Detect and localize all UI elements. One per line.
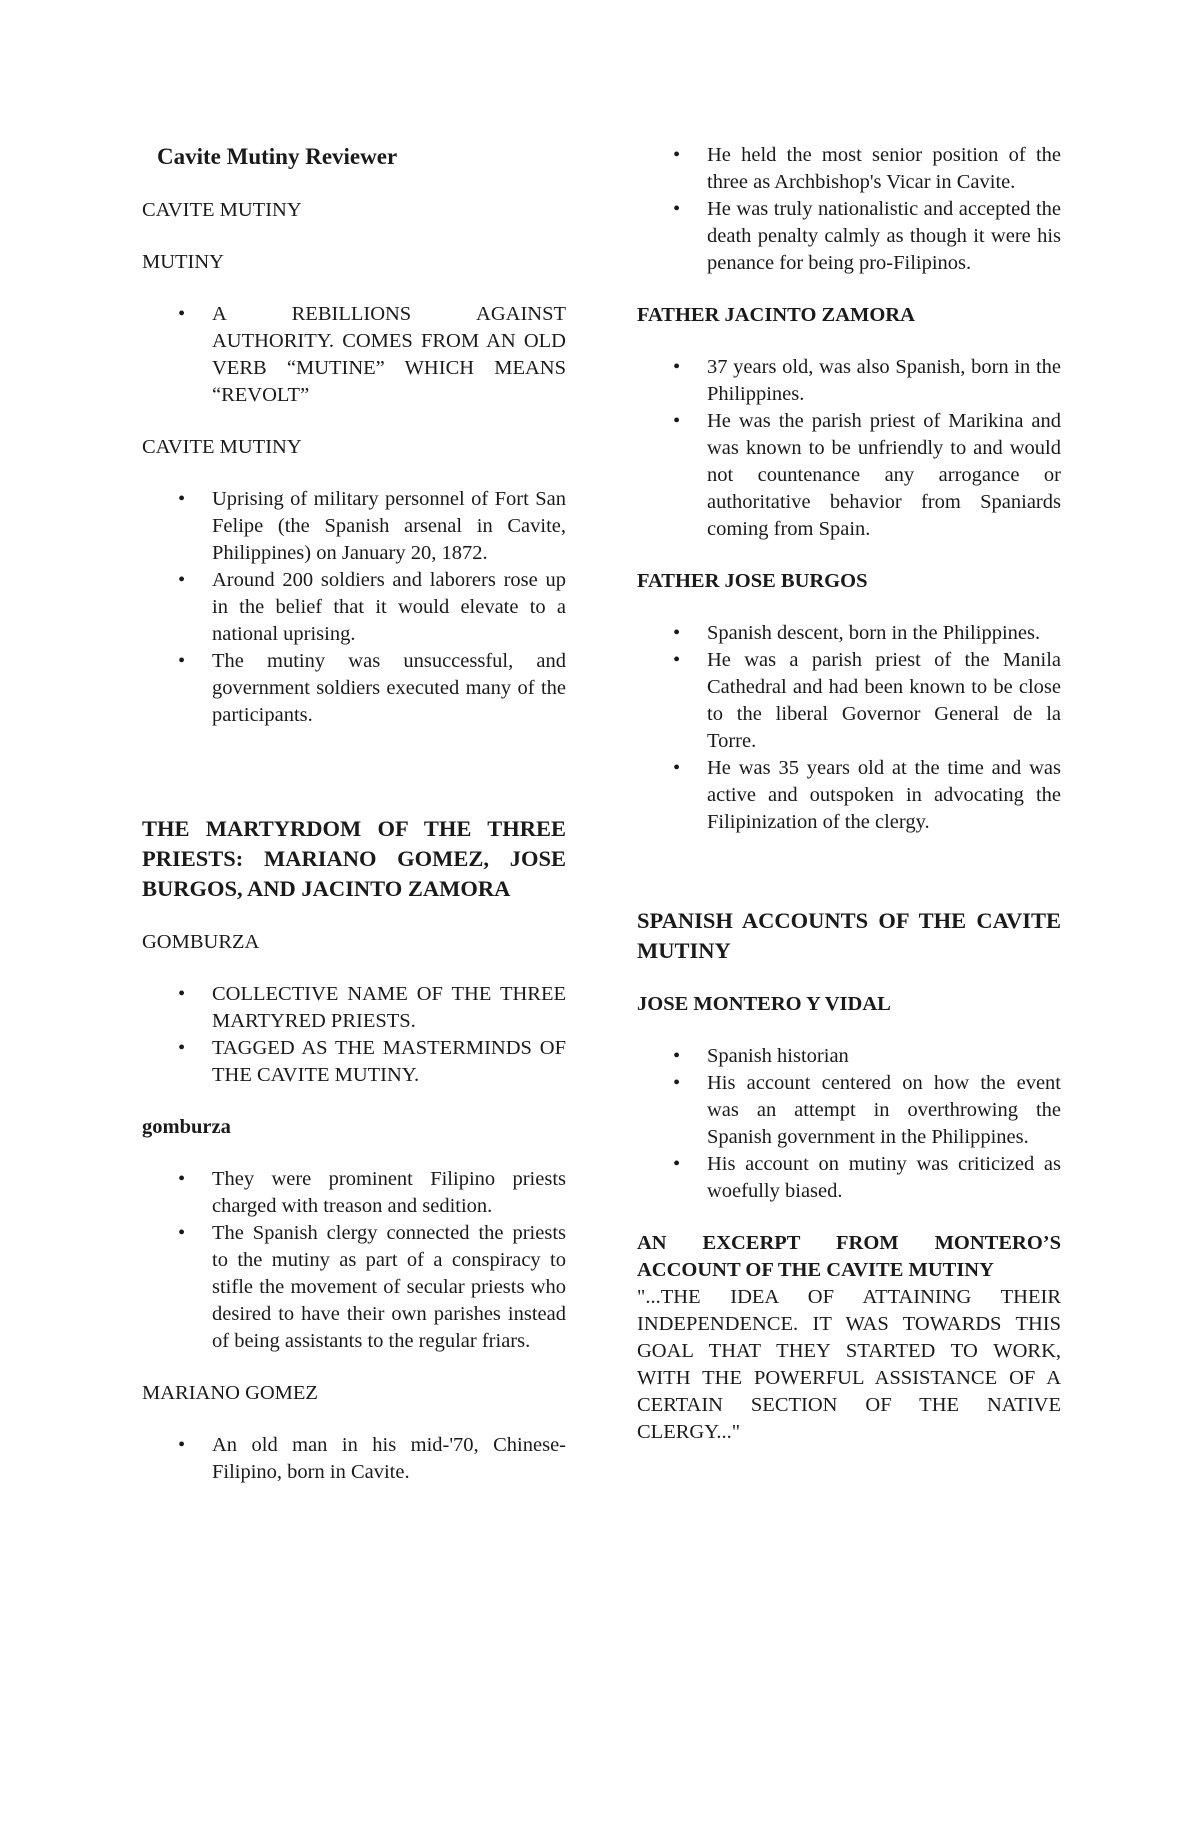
right-column [637,142,1061,1446]
heading-mutiny: MUTINY [142,251,224,273]
burgos-list [637,620,1061,836]
list-item: • He was 35 years old at the time and was active and outspoken in advocating the Filipinization of the clergy. [637,755,1061,836]
heading-spanish-accounts: SPANISH ACCOUNTS OF THE CAVITE MUTINY [637,908,1061,963]
gomburza-list [142,981,566,1089]
heading-cavite-mutiny: CAVITE MUTINY [142,199,302,221]
list-item: • He held the most senior position of the three as Archbishop's Vicar in Cavite. [637,142,1061,196]
list-item: • He was a parish priest of the Manila Cathedral and had been known to be close to the liberal Governor General de la Torre. [637,647,1061,755]
list-item: • A REBILLIONS AGAINST AUTHORITY. COMES FROM AN OLD VERB “MUTINE” WHICH MEANS “REVOLT” [142,301,566,409]
spacer [142,754,566,814]
mariano-list [142,1432,566,1486]
mariano-continued-list [637,142,1061,277]
list-item: • Spanish descent, born in the Philippines. [637,620,1061,647]
heading-jacinto-zamora: FATHER JACINTO ZAMORA [637,304,915,326]
list-item: • They were prominent Filipino priests charged with treason and sedition. [142,1166,566,1220]
zamora-list [637,354,1061,543]
list-item: • Uprising of military personnel of Fort San Felipe (the Spanish arsenal in Cavite, Philippines) on January 20, 1872. [142,486,566,567]
list-item: • He was truly nationalistic and accepted the death penalty calmly as though it were his penance for being pro-Filipinos. [637,196,1061,277]
left-column [142,142,566,1511]
gomburza-lower-list [142,1166,566,1355]
document-title: Cavite Mutiny Reviewer [157,144,398,169]
list-item: • COLLECTIVE NAME OF THE THREE MARTYRED PRIESTS. [142,981,566,1035]
heading-gomburza-lower: gomburza [142,1116,231,1138]
heading-montero-y-vidal: JOSE MONTERO Y VIDAL [637,993,891,1015]
list-item: • His account centered on how the event was an attempt in overthrowing the Spanish government in the Philippines. [637,1070,1061,1151]
list-item: • Spanish historian [637,1043,1061,1070]
list-item: • Around 200 soldiers and laborers rose up in the belief that it would elevate to a national uprising. [142,567,566,648]
heading-martyrdom: THE MARTYRDOM OF THE THREE PRIESTS: MARIANO GOMEZ, JOSE BURGOS, AND JACINTO ZAMORA [142,816,566,901]
list-item: • He was the parish priest of Marikina and was known to be unfriendly to and would not countenance any arrogance or authoritative behavior from Spaniards coming from Spain. [637,408,1061,543]
heading-jose-burgos: FATHER JOSE BURGOS [637,570,868,592]
spacer [637,861,1061,906]
list-item: • TAGGED AS THE MASTERMINDS OF THE CAVITE MUTINY. [142,1035,566,1089]
excerpt-quote: "...THE IDEA OF ATTAINING THEIR INDEPENDENCE. IT WAS TOWARDS THIS GOAL THAT THEY STARTED TO WORK, WITH THE POWERFUL ASSISTANCE OF A CERTAIN SECTION OF THE NATIVE CLERGY..." [637,1286,1061,1443]
heading-cavite-mutiny-definition: CAVITE MUTINY [142,436,302,458]
list-item: • An old man in his mid-'70, Chinese-Filipino, born in Cavite. [142,1432,566,1486]
heading-gomburza: GOMBURZA [142,931,260,953]
list-item: • His account on mutiny was criticized as woefully biased. [637,1151,1061,1205]
list-item: • The Spanish clergy connected the priests to the mutiny as part of a conspiracy to stifle the movement of secular priests who desired to have their own parishes instead of being assistants to the regular friars. [142,1220,566,1355]
montero-list [637,1043,1061,1205]
list-item: • 37 years old, was also Spanish, born in the Philippines. [637,354,1061,408]
heading-excerpt: AN EXCERPT FROM MONTERO’S ACCOUNT OF THE CAVITE MUTINY [637,1232,1061,1281]
mutiny-list [142,301,566,409]
cavite-mutiny-list [142,486,566,729]
heading-mariano-gomez: MARIANO GOMEZ [142,1382,318,1404]
list-item: • The mutiny was unsuccessful, and government soldiers executed many of the participants. [142,648,566,729]
